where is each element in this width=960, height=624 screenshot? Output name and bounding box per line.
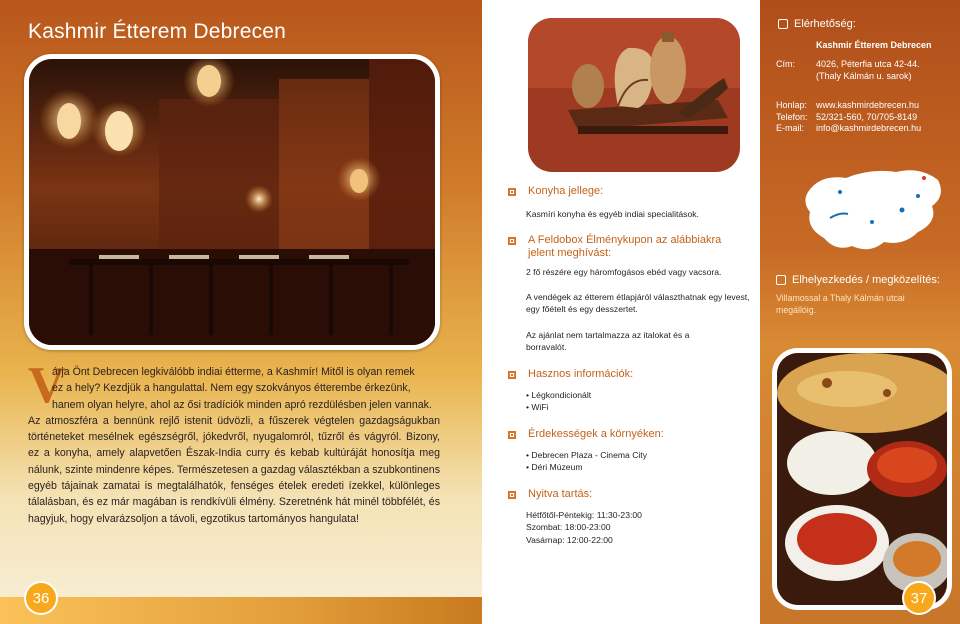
hours-line: Szombat: 18:00-23:00: [526, 522, 611, 533]
location-heading-label: Elhelyezkedés / megközelítés:: [792, 274, 940, 286]
coupon-text: A vendégek az étterem étlapjáról választhatnak egy levest, egy főételt és egy desszertet.: [526, 292, 750, 315]
homepage-label: Honlap:: [776, 100, 808, 110]
list-item: • Déri Múzeum: [526, 461, 756, 473]
food-photo: [772, 348, 952, 610]
details-column: [482, 0, 760, 624]
intro-line: ez a hely? Kezdjük a hangulattal. Nem egy szokványos étterembe érkezünk,: [52, 382, 411, 395]
hours-line: Hétfőtől-Péntekig: 11:30-23:00: [526, 510, 642, 520]
drop-cap: V: [28, 357, 66, 414]
address-line: (Thaly Kálmán u. sarok): [816, 70, 912, 81]
bullet-icon: [508, 431, 516, 439]
intro-text: [28, 364, 440, 527]
contact-heading: [778, 18, 856, 30]
decor-photo: [528, 18, 740, 172]
hours-list: [526, 509, 756, 546]
bullet-icon: [508, 371, 516, 379]
sights-list: [526, 449, 756, 474]
hours-heading: Nyitva tartás:: [528, 488, 593, 500]
email-label: E-mail:: [776, 123, 805, 133]
intro-line: hanem olyan helyre, ahol az ősi tradíciók minden apró rezdülésben jelen vannak.: [52, 398, 432, 411]
location-pin-icon: [778, 19, 788, 29]
page-number-right: 37: [902, 581, 936, 615]
list-item: • WiFi: [526, 401, 756, 413]
list-item: • Légkondicionált: [526, 389, 756, 401]
homepage-link[interactable]: www.kashmirdebrecen.hu: [816, 100, 920, 110]
location-heading: [776, 274, 940, 286]
location-pin-icon: [776, 275, 786, 285]
address-block: [776, 59, 920, 82]
contact-heading-label: Elérhetőség:: [794, 18, 856, 30]
list-item: • Debrecen Plaza - Cinema City: [526, 449, 756, 461]
contact-column: [760, 0, 960, 624]
info-heading: Hasznos információk:: [528, 368, 634, 380]
email-link[interactable]: info@kashmirdebrecen.hu: [816, 123, 922, 133]
bullet-icon: [508, 237, 516, 245]
restaurant-name: Kashmir Étterem Debrecen: [816, 40, 932, 50]
address-line: 4026, Péterfia utca 42-44.: [816, 59, 920, 69]
sights-heading: Érdekességek a környéken:: [528, 428, 664, 440]
restaurant-interior-photo: [24, 54, 440, 350]
coupon-text: 2 fő részére egy háromfogásos ebéd vagy vacsora.: [526, 267, 722, 277]
coupon-heading: A Feldobox Élménykupon az alábbiakra jelent meghívást:: [528, 234, 722, 259]
intro-line: árja Önt Debrecen legkiválóbb indiai étterme, a Kashmír! Mitől is olyan remek: [52, 366, 415, 378]
location-text: Villamossal a Thaly Kálmán utcai megállóig.: [776, 293, 905, 315]
info-list: [526, 389, 756, 414]
contact-details: [776, 100, 921, 135]
bullet-icon: [508, 491, 516, 499]
coupon-text: Az ajánlat nem tartalmazza az italokat és a borravalót.: [526, 330, 690, 353]
cuisine-heading: Konyha jellege:: [528, 185, 604, 197]
bottom-bar: [0, 597, 482, 624]
page-title: Kashmir Étterem Debrecen: [28, 20, 287, 43]
phone-label: Telefon:: [776, 111, 808, 122]
cuisine-text: Kasmíri konyha és egyéb indiai specialitások.: [526, 209, 699, 219]
body-text: Az atmoszféra a bennünk rejlő istenit üdvözli, a fűszerek végtelen gazdagságukban történeteket mesélnek egészségről, jókedvről, nyugalomról, tűzről és vágyról. Bizony, ez a konyha, amely alapvetően Észak-India curry és kebab kultúráját honosítja meg nálunk, szinte mindenre képes. Természetesen a gazdag választékban a szubkontinens egyéb tájainak zamatai is megtalálhatók, fenséges ételek eredeti ízekkel, különleges tálalásban, és ez már magában is rendkívüli élmény. Szeretnénk hát minél többfélét, és hagyjuk, hogy elvarázsoljon a távoli, egzotikus tartományos hangulata!: [28, 414, 440, 525]
phone-value: 52/321-560, 70/705-8149: [816, 111, 918, 122]
hungary-map: [800, 162, 950, 262]
bullet-icon: [508, 188, 516, 196]
hours-line: Vasárnap: 12:00-22:00: [526, 534, 613, 545]
address-label: Cím:: [776, 59, 795, 69]
page-number-left: 36: [24, 581, 58, 615]
